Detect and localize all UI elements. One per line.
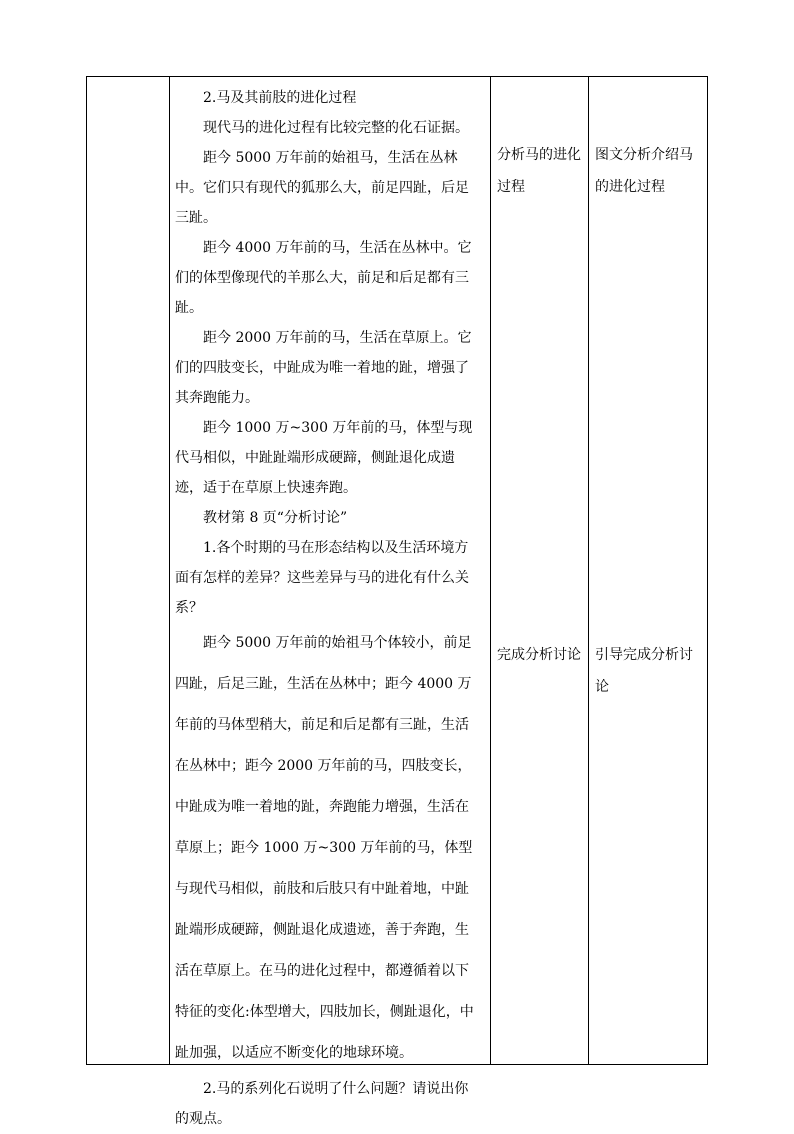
content-cell: [169, 77, 489, 1127]
section-heading: 2.马及其前肢的进化过程: [203, 90, 357, 106]
paragraph: 1.各个时期的马在形态结构以及生活环境方面有怎样的差异？这些差异与马的进化有什么关系？: [175, 540, 469, 616]
paragraph: 距今 1000 万~300 万年前的马，体型与现代马相似，中趾趾端形成硬蹄，侧趾退化成遗迹，适于在草原上快速奔跑。: [175, 420, 473, 496]
student-activity-2: 完成分析讨论: [497, 647, 581, 663]
column-divider: [490, 77, 491, 1064]
paragraph: 距今 2000 万年前的马，生活在草原上。它们的四肢变长，中趾成为唯一着地的趾，增强了其奔跑能力。: [175, 330, 472, 406]
teacher-activity-2: 引导完成分析讨论: [595, 647, 693, 695]
paragraph: 教材第 8 页“分析讨论”: [203, 510, 348, 526]
answer-paragraph: 距今 5000 万年前的始祖马个体较小，前足四趾，后足三趾，生活在丛林中；距今 4000 万年前的马体型稍大，前足和后足都有三趾，生活在丛林中；距今 2000 万年前的马，四肢变长，中趾成为唯一着地的趾，奔跑能力增强，生活在草原上；距今 1000 万~300 万年前的马，体型与现代马相似，前肢和后肢只有中趾着地，中趾趾端形成硬蹄，侧趾退化成遗迹，善于奔跑，生活在草原上。在马的进化过程中，都遵循着以下特征的变化:体型增大，四肢加长，侧趾退化，中趾加强，以适应不断变化的地球环境。: [175, 635, 474, 1061]
teacher-activity-1: 图文分析介绍马的进化过程: [595, 147, 693, 195]
column-divider: [588, 77, 589, 1064]
student-activity-1: 分析马的进化过程: [497, 147, 581, 195]
paragraph: 距今 4000 万年前的马，生活在丛林中。它们的体型像现代的羊那么大，前足和后足都有三趾。: [175, 240, 472, 316]
question-paragraph: 2.马的系列化石说明了什么问题？请说出你的观点。: [175, 1081, 469, 1127]
lesson-table: [86, 76, 708, 1127]
paragraph: 现代马的进化过程有比较完整的化石证据。: [203, 120, 469, 136]
paragraph: 距今 5000 万年前的始祖马，生活在丛林中。它们只有现代的狐那么大，前足四趾，后足三趾。: [175, 150, 469, 226]
